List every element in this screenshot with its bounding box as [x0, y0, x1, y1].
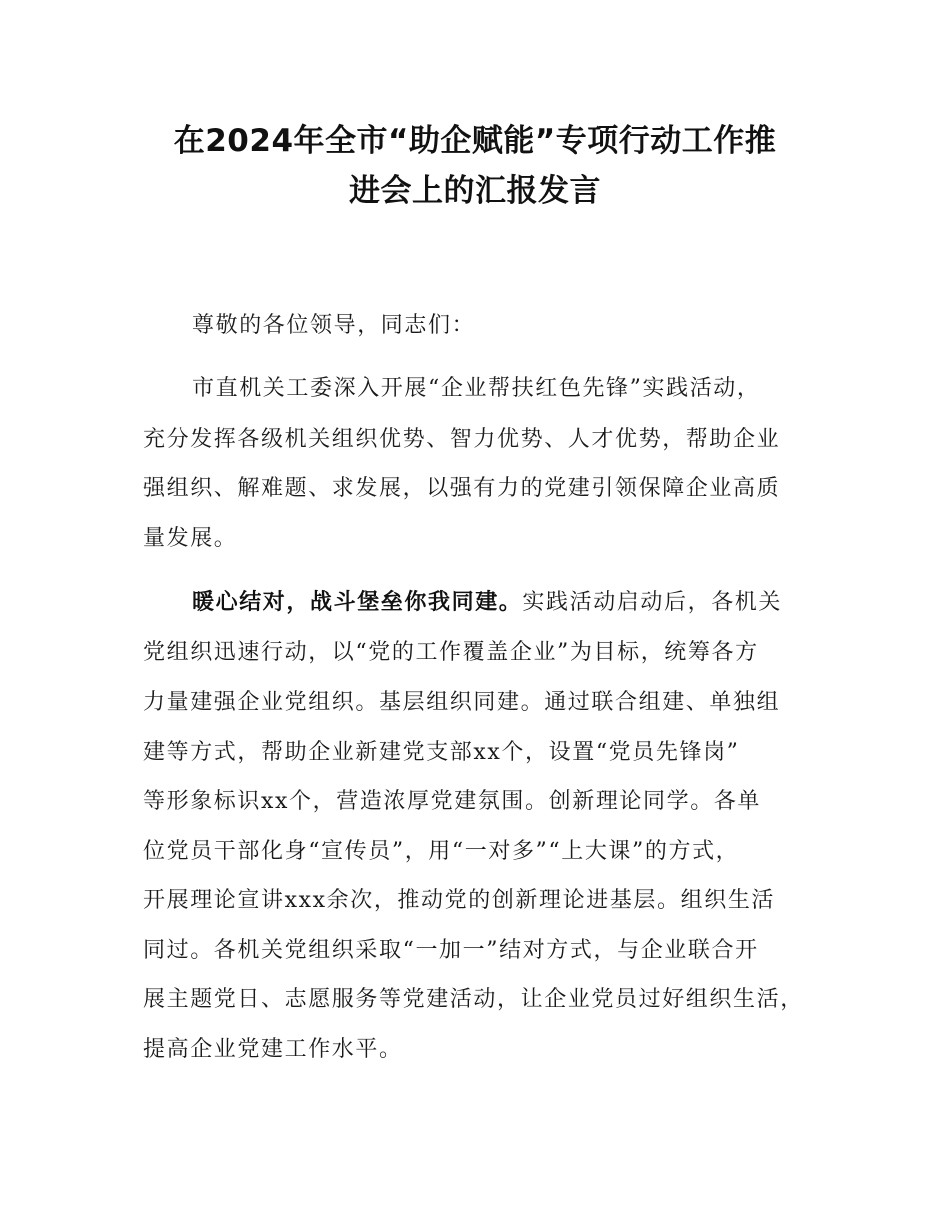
paragraph-line: 位党员干部化身“宣传员”，用“一对多”“上大课”的方式，: [143, 839, 740, 864]
document-title: [110, 116, 840, 216]
paragraph-line: 等形象标识xx个，营造浓厚党建氛围。创新理论同学。各单: [143, 789, 762, 814]
paragraph-line: 建等方式，帮助企业新建党支部xx个，设置“党员先锋岗”: [143, 740, 740, 765]
paragraph-first-line: [192, 588, 782, 618]
title-line-1: 在2024年全市“助企赋能”专项行动工作推: [173, 123, 777, 159]
paragraph-line: 充分发挥各级机关组织优势、智力优势、人才优势，帮助企业: [143, 427, 781, 452]
paragraph-line: 市直机关工委深入开展“企业帮扶红色先锋”实践活动，: [192, 376, 761, 401]
paragraph-line: 党组织迅速行动，以“党的工作覆盖企业”为目标，统筹各方: [143, 640, 759, 665]
paragraph-line: 力量建强企业党组织。基层组织同建。通过联合组建、单独组: [143, 690, 781, 715]
paragraph-line: 展主题党日、志愿服务等党建活动，让企业党员过好组织生活，: [143, 987, 804, 1012]
title-line-2: 进会上的汇报发言: [349, 173, 601, 209]
paragraph-line: 强组织、解难题、求发展，以强有力的党建引领保障企业高质: [143, 476, 781, 501]
paragraph-lead-heading: 暖心结对，战斗堡垒你我同建。: [192, 590, 523, 615]
paragraph-line: 提高企业党建工作水平。: [143, 1037, 403, 1062]
paragraph-line: 量发展。: [143, 526, 238, 551]
paragraph-line: 开展理论宣讲xxx余次，推动党的创新理论进基层。组织生活: [143, 888, 776, 913]
paragraph-first-line-rest: 实践活动启动后，各机关: [522, 590, 783, 615]
paragraph-line: 同过。各机关党组织采取“一加一”结对方式，与企业联合开: [143, 938, 759, 963]
salutation: 尊敬的各位领导，同志们：: [192, 313, 476, 338]
